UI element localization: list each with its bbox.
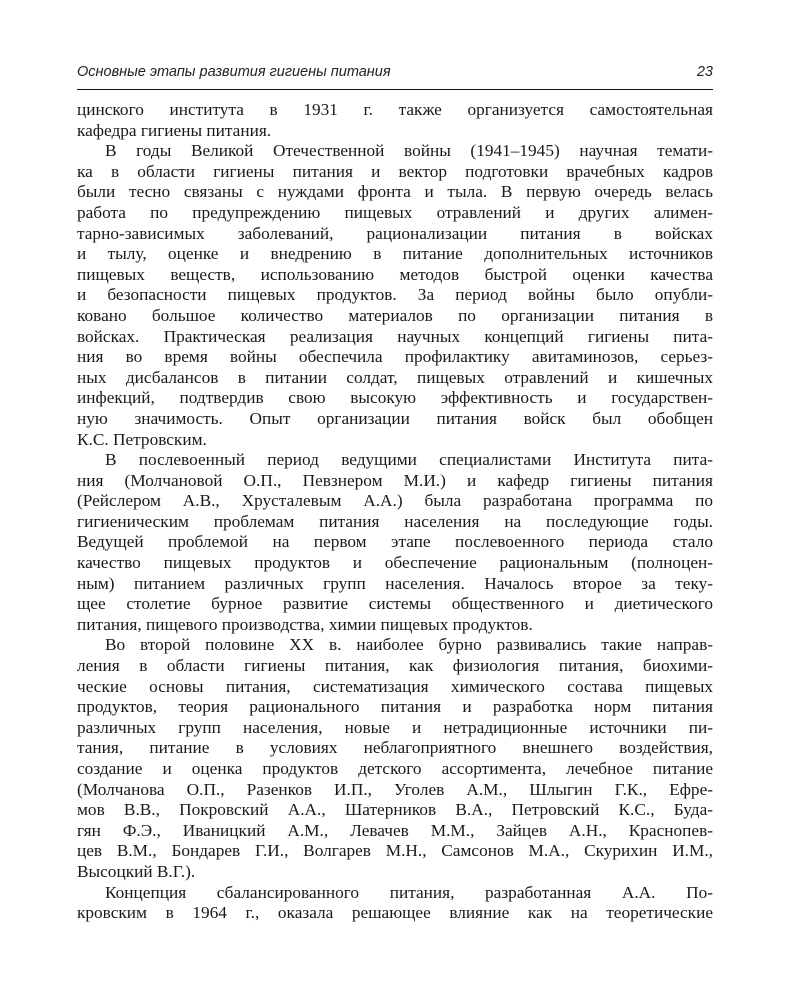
text-line: щее столетие бурное развитие системы общественного и диетического (77, 594, 713, 614)
text-line: ления в области гигиены питания, как физиология питания, биохими- (77, 656, 713, 676)
text-line: Концепция сбалансированного питания, разработанная А.А. По- (105, 882, 713, 902)
text-line: В послевоенный период ведущими специалистами Института пита- (105, 450, 713, 470)
paragraph (77, 450, 713, 635)
text-line: питания, пищевого производства, химии пищевых продуктов. (77, 614, 533, 634)
text-line: гян Ф.Э., Иваницкий А.М., Левачев М.М., Зайцев А.Н., Краснопев- (77, 820, 713, 840)
text-line: и безопасности пищевых продуктов. За период войны было опубли- (77, 285, 713, 305)
text-line: Ведущей проблемой на первом этапе послевоенного периода стало (77, 532, 713, 552)
text-line: (Молчанова О.П., Разенков И.П., Уголев А.М., Шлыгин Г.К., Ефре- (77, 779, 713, 799)
running-header (77, 62, 713, 84)
paragraph (77, 883, 713, 924)
text-line: работа по предупреждению пищевых отравлений и других алимен- (77, 202, 713, 222)
text-line: ния во время войны обеспечила профилактику авитаминозов, серьез- (77, 347, 713, 367)
text-line: цинского института в 1931 г. также организуется самостоятельная (77, 100, 713, 119)
page-number: 23 (696, 64, 713, 80)
text-line: мов В.В., Покровский А.А., Шатерников В.А., Петровский К.С., Буда- (77, 800, 713, 820)
text-line: Во второй половине XX в. наиболее бурно развивались такие направ- (105, 635, 713, 655)
text-line: продуктов, теория рационального питания и разработка норм питания (77, 697, 713, 717)
page-body (77, 100, 713, 924)
text-line: качество пищевых продуктов и обеспечение рациональным (полноцен- (77, 553, 713, 573)
text-line: тарно-зависимых заболеваний, рационализации питания в войсках (77, 223, 713, 243)
text-line: инфекций, подтвердив свою высокую эффективность и государствен- (77, 388, 713, 408)
text-line: В годы Великой Отечественной войны (1941–1945) научная темати- (105, 141, 713, 161)
text-line: Высоцкий В.Г.). (77, 861, 196, 881)
text-line: ковано большое количество материалов по организации питания в (77, 305, 713, 325)
header-divider (77, 89, 713, 90)
text-line: ную значимость. Опыт организации питания войск был обобщен (77, 408, 713, 428)
paragraph (77, 100, 713, 141)
text-line: ческие основы питания, систематизация химического состава пищевых (77, 676, 713, 696)
text-line: пищевых веществ, использованию методов быстрой оценки качества (77, 264, 713, 284)
text-line: различных групп населения, новые и нетрадиционные источники пи- (77, 717, 713, 737)
paragraph (77, 635, 713, 882)
text-line: войсках. Практическая реализация научных концепций гигиены пита- (77, 326, 713, 346)
text-line: ным) питанием различных групп населения. Началось второе за теку- (77, 573, 713, 593)
text-line: были тесно связаны с нуждами фронта и тыла. В первую очередь велась (77, 182, 713, 202)
running-header-title: Основные этапы развития гигиены питания (77, 64, 391, 80)
text-line: К.С. Петровским. (77, 429, 207, 449)
text-line: кафедра гигиены питания. (77, 120, 272, 140)
text-line: ния (Молчановой О.П., Певзнером М.И.) и кафедр гигиены питания (77, 470, 713, 490)
text-line: (Рейслером А.В., Хрусталевым А.А.) была разработана программа по (77, 491, 713, 511)
text-line: и тылу, оценке и внедрению в питание дополнительных источников (77, 244, 713, 264)
text-line: гигиеническим проблемам питания населения на последующие годы. (77, 511, 713, 531)
text-line: кровским в 1964 г., оказала решающее влияние как на теоретические (77, 903, 713, 923)
text-line: ка в области гигиены питания и вектор подготовки врачебных кадров (77, 161, 713, 181)
paragraph (77, 141, 713, 450)
text-line: создание и оценка продуктов детского ассортимента, лечебное питание (77, 759, 713, 778)
text-line: ных дисбалансов в питании солдат, пищевых отравлений и кишечных (77, 367, 713, 387)
text-line: цев В.М., Бондарев Г.И., Волгарев М.Н., Самсонов М.А., Скурихин И.М., (77, 841, 713, 861)
text-line: тания, питание в условиях неблагоприятного внешнего воздействия, (77, 738, 713, 758)
